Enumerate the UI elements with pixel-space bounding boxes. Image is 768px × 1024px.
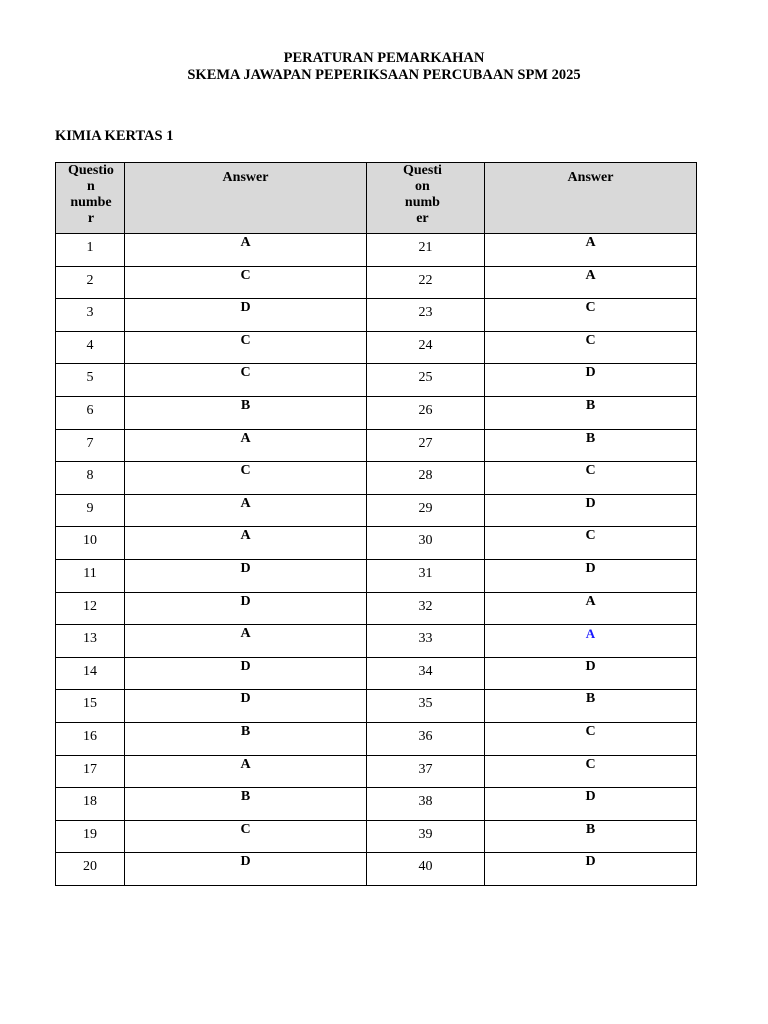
answer-cell: B bbox=[125, 722, 367, 755]
answer-cell: D bbox=[125, 592, 367, 625]
question-number-cell: 23 bbox=[367, 299, 485, 332]
document-subtitle: SKEMA JAWAPAN PEPERIKSAAN PERCUBAAN SPM 2025 bbox=[187, 67, 581, 83]
table-row bbox=[56, 462, 697, 495]
answer-cell: B bbox=[125, 788, 367, 821]
answer-cell: A bbox=[485, 625, 697, 658]
question-number-cell: 2 bbox=[56, 266, 125, 299]
table-row bbox=[56, 429, 697, 462]
answer-cell: D bbox=[485, 559, 697, 592]
question-number-cell: 17 bbox=[56, 755, 125, 788]
answer-cell: C bbox=[125, 266, 367, 299]
answer-cell: C bbox=[125, 820, 367, 853]
answer-cell: B bbox=[485, 820, 697, 853]
answer-cell: D bbox=[125, 559, 367, 592]
document-title: PERATURAN PEMARKAHAN bbox=[283, 50, 485, 66]
answer-cell: D bbox=[125, 853, 367, 886]
table-row bbox=[56, 331, 697, 364]
answer-cell: A bbox=[125, 429, 367, 462]
answer-cell: C bbox=[485, 299, 697, 332]
header-question-left-text-line: r bbox=[87, 211, 95, 226]
question-number-cell: 33 bbox=[367, 625, 485, 658]
table-row bbox=[56, 625, 697, 658]
question-number-cell: 28 bbox=[367, 462, 485, 495]
question-number-cell: 18 bbox=[56, 788, 125, 821]
question-number-cell: 27 bbox=[367, 429, 485, 462]
answer-cell: B bbox=[485, 690, 697, 723]
table-row bbox=[56, 396, 697, 429]
question-number-cell: 8 bbox=[56, 462, 125, 495]
question-number-cell: 4 bbox=[56, 331, 125, 364]
question-number-cell: 38 bbox=[367, 788, 485, 821]
answer-cell: D bbox=[125, 690, 367, 723]
answer-cell: D bbox=[485, 494, 697, 527]
table-row bbox=[56, 527, 697, 560]
question-number-cell: 24 bbox=[367, 331, 485, 364]
question-number-cell: 10 bbox=[56, 527, 125, 560]
question-number-cell: 1 bbox=[56, 234, 125, 267]
answer-cell: C bbox=[485, 331, 697, 364]
answer-key-table bbox=[55, 162, 697, 886]
question-number-cell: 14 bbox=[56, 657, 125, 690]
question-number-cell: 26 bbox=[367, 396, 485, 429]
question-number-cell: 15 bbox=[56, 690, 125, 723]
header-question-left-text-line: numbe bbox=[70, 195, 112, 210]
question-number-cell: 22 bbox=[367, 266, 485, 299]
answer-cell: A bbox=[125, 527, 367, 560]
answer-cell: A bbox=[125, 494, 367, 527]
answer-cell: B bbox=[485, 396, 697, 429]
answer-cell: A bbox=[125, 755, 367, 788]
question-number-cell: 9 bbox=[56, 494, 125, 527]
answer-cell: C bbox=[485, 755, 697, 788]
question-number-cell: 16 bbox=[56, 722, 125, 755]
question-number-cell: 35 bbox=[367, 690, 485, 723]
header-question-number-right bbox=[367, 163, 485, 234]
answer-cell: A bbox=[485, 234, 697, 267]
header-question-left-text-line: Questio bbox=[68, 163, 114, 178]
table-row bbox=[56, 234, 697, 267]
table-header-row bbox=[56, 163, 697, 234]
question-number-cell: 12 bbox=[56, 592, 125, 625]
header-question-right-text-line: on bbox=[415, 179, 430, 194]
header-question-right-text-line: Questi bbox=[403, 163, 442, 178]
question-number-cell: 6 bbox=[56, 396, 125, 429]
answer-cell: D bbox=[485, 657, 697, 690]
question-number-cell: 34 bbox=[367, 657, 485, 690]
table-row bbox=[56, 690, 697, 723]
header-question-right-text-line: er bbox=[416, 211, 429, 226]
question-number-cell: 36 bbox=[367, 722, 485, 755]
question-number-cell: 29 bbox=[367, 494, 485, 527]
table-row bbox=[56, 722, 697, 755]
answer-cell: C bbox=[125, 364, 367, 397]
question-number-cell: 32 bbox=[367, 592, 485, 625]
header-answer-right: Answer bbox=[485, 163, 697, 234]
answer-cell: A bbox=[485, 592, 697, 625]
question-number-cell: 37 bbox=[367, 755, 485, 788]
table-row bbox=[56, 266, 697, 299]
answer-cell: C bbox=[125, 462, 367, 495]
question-number-cell: 13 bbox=[56, 625, 125, 658]
section-title: KIMIA KERTAS 1 bbox=[55, 128, 174, 144]
answer-cell: B bbox=[485, 429, 697, 462]
answer-cell: A bbox=[125, 625, 367, 658]
table-row bbox=[56, 755, 697, 788]
question-number-cell: 7 bbox=[56, 429, 125, 462]
question-number-cell: 25 bbox=[367, 364, 485, 397]
answer-cell: C bbox=[125, 331, 367, 364]
table-row bbox=[56, 657, 697, 690]
question-number-cell: 5 bbox=[56, 364, 125, 397]
table-row bbox=[56, 494, 697, 527]
answer-cell: C bbox=[485, 462, 697, 495]
answer-cell: C bbox=[485, 527, 697, 560]
question-number-cell: 3 bbox=[56, 299, 125, 332]
answer-cell: D bbox=[125, 299, 367, 332]
question-number-cell: 20 bbox=[56, 853, 125, 886]
question-number-cell: 11 bbox=[56, 559, 125, 592]
table-row bbox=[56, 299, 697, 332]
header-answer-left: Answer bbox=[125, 163, 367, 234]
table-row bbox=[56, 788, 697, 821]
table-row bbox=[56, 853, 697, 886]
table-row bbox=[56, 364, 697, 397]
answer-cell: D bbox=[125, 657, 367, 690]
header-question-left-text-line: n bbox=[87, 179, 95, 194]
answer-cell: A bbox=[485, 266, 697, 299]
answer-cell: D bbox=[485, 788, 697, 821]
table-row bbox=[56, 820, 697, 853]
header-question-right-text-line: numb bbox=[404, 195, 440, 210]
question-number-cell: 30 bbox=[367, 527, 485, 560]
table-row bbox=[56, 592, 697, 625]
question-number-cell: 39 bbox=[367, 820, 485, 853]
question-number-cell: 40 bbox=[367, 853, 485, 886]
question-number-cell: 21 bbox=[367, 234, 485, 267]
question-number-cell: 31 bbox=[367, 559, 485, 592]
answer-cell: C bbox=[485, 722, 697, 755]
table-row bbox=[56, 559, 697, 592]
answer-cell: B bbox=[125, 396, 367, 429]
answer-cell: A bbox=[125, 234, 367, 267]
question-number-cell: 19 bbox=[56, 820, 125, 853]
answer-cell: D bbox=[485, 853, 697, 886]
header-question-number-left bbox=[56, 163, 125, 234]
answer-cell: D bbox=[485, 364, 697, 397]
